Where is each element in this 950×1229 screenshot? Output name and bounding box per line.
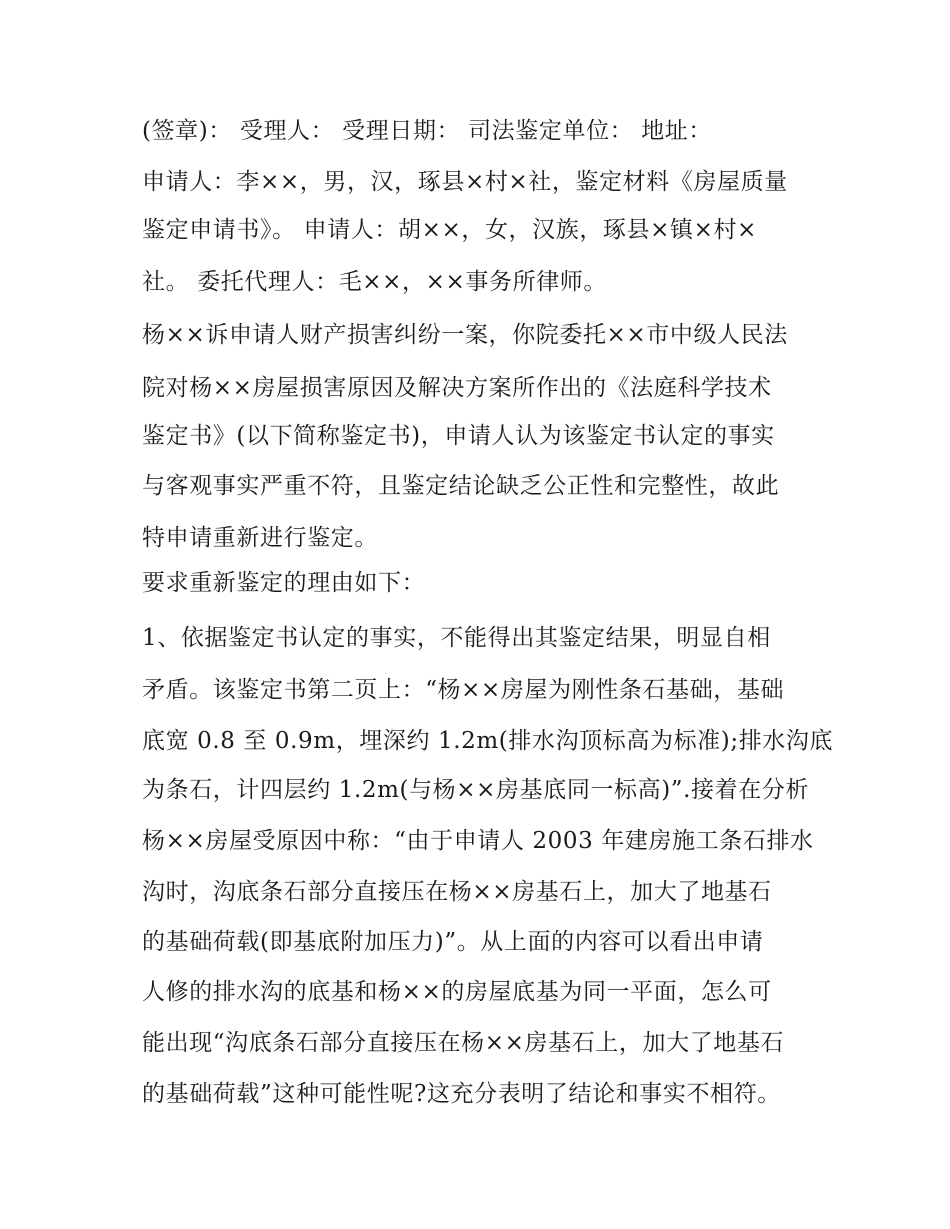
text-line: 1、依据鉴定书认定的事实，不能得出其鉴定结果，明显自相 (142, 625, 771, 651)
text-line-header: (签章)： 受理人： 受理日期： 司法鉴定单位： 地址： (142, 118, 712, 144)
text-line: 与客观事实严重不符，且鉴定结论缺乏公正性和完整性，故此 (142, 473, 780, 499)
text-line: 为条石，计四层约 1.2m(与杨××房基底同一标高)”.接着在分析 (142, 777, 810, 803)
text-line: 的基础荷载(即基底附加压力)”。从上面的内容可以看出申请 (142, 929, 764, 955)
text-line: 要求重新鉴定的理由如下： (142, 570, 426, 596)
text-line: 申请人：李××，男，汉，琢县×村×社，鉴定材料《房屋质量 (142, 169, 788, 195)
text-line: 矛盾。该鉴定书第二页上：“杨××房屋为刚性条石基础，基础 (142, 677, 785, 703)
text-line: 鉴定书》(以下简称鉴定书)，申请人认为该鉴定书认定的事实 (142, 423, 775, 449)
text-line: 特申请重新进行鉴定。 (142, 525, 378, 551)
text-line: 院对杨××房屋损害原因及解决方案所作出的《法庭科学技术 (142, 375, 772, 401)
text-line: 杨××诉申请人财产损害纠纷一案，你院委托××市中级人民法 (142, 322, 788, 348)
text-line: 鉴定申请书》。 申请人：胡××，女，汉族，琢县×镇×村× (142, 217, 757, 243)
text-line: 杨××房屋受原因中称：“由于申请人 2003 年建房施工条石排水 (142, 828, 814, 854)
text-line: 的基础荷载”这种可能性呢?这充分表明了结论和事实不相符。 (142, 1081, 781, 1107)
text-line: 底宽 0.8 至 0.9m，埋深约 1.2m(排水沟顶标高为标准);排水沟底 (142, 728, 834, 754)
text-line: 沟时，沟底条石部分直接压在杨××房基石上，加大了地基石 (142, 879, 772, 905)
text-line: 社。 委托代理人：毛××，××事务所律师。 (142, 269, 607, 295)
text-line: 能出现“沟底条石部分直接压在杨××房基石上，加大了地基石 (142, 1030, 785, 1056)
text-line: 人修的排水沟的底基和杨××的房屋底基为同一平面，怎么可 (142, 979, 772, 1005)
